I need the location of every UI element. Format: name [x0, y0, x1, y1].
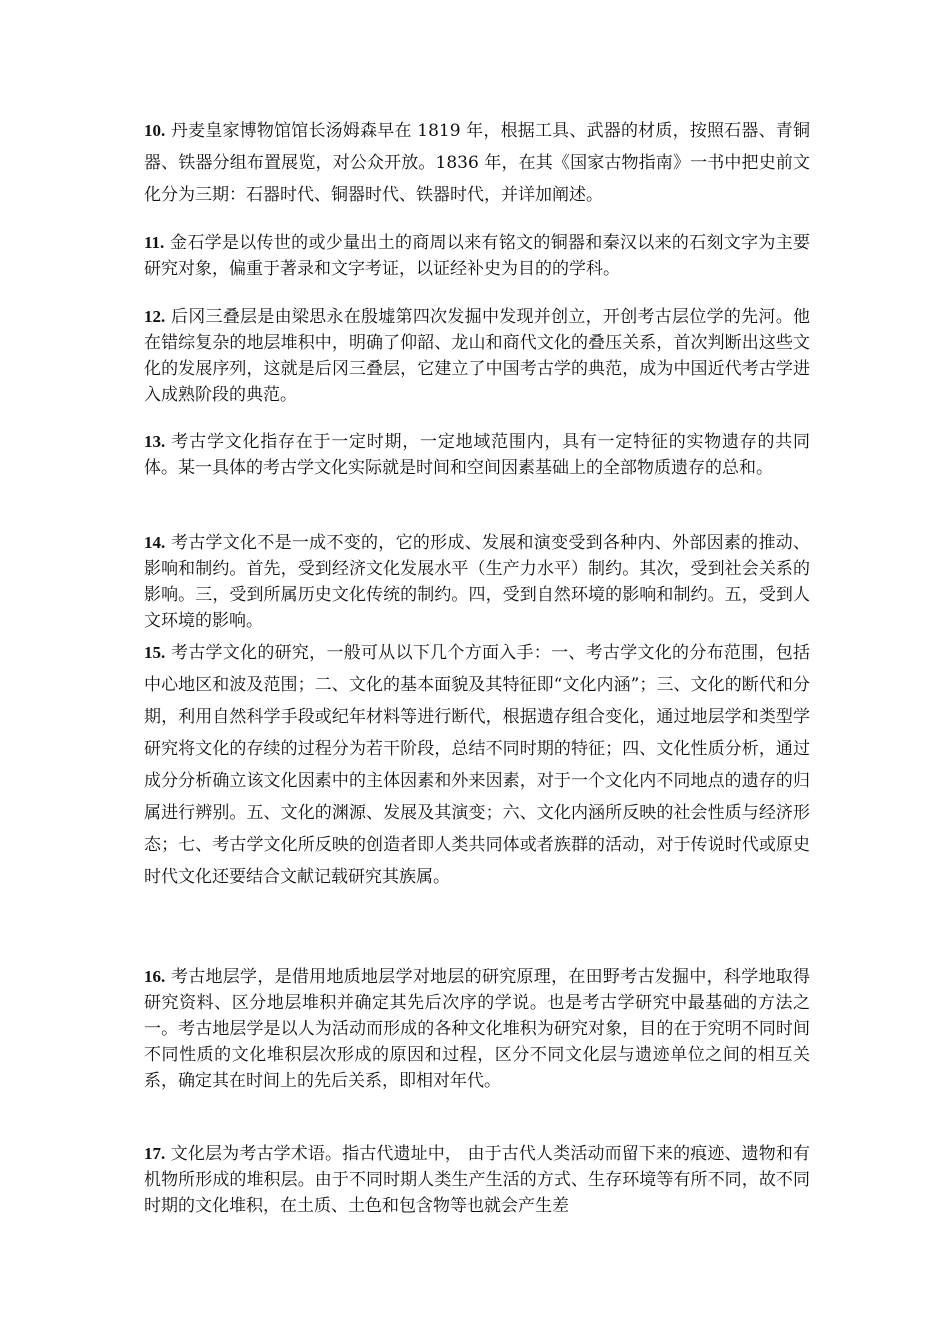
paragraph-text: 金石学是以传世的或少量出土的商周以来有铭文的铜器和秦汉以来的石刻文字为主要研究对象，偏重于著录和文字考证，以证经补史为目的的学科。	[144, 233, 811, 279]
paragraph-text: 考古学文化的研究，一般可从以下几个方面入手：一、考古学文化的分布范围，包括中心地区和波及范围；二、文化的基本面貌及其特征即“文化内涵”；三、文化的断代和分期，利用自然科学手段或纪年材料等进行断代，根据遗存组合变化，通过地层学和类型学研究将文化的存续的过程分为若干阶段，总结不同时期的特征；四、文化性质分析，通过成分分析确立该文化因素中的主体因素和外来因素，对于一个文化内不同地点的遗存的归属进行辨别。五、文化的渊源、发展及其演变；六、文化内涵所反映的社会性质与经济形态；七、考古学文化所反映的创造者即人类共同体或者族群的活动，对于传说时代或原史时代文化还要结合文献记载研究其族属。	[144, 643, 810, 887]
paragraph-number: 14.	[144, 533, 166, 552]
paragraph-17	[144, 1141, 810, 1219]
paragraph-number: 11.	[144, 233, 165, 252]
paragraph-12	[144, 304, 810, 408]
paragraph-text: 考古地层学，是借用地质地层学对地层的研究原理，在田野考古发掘中，科学地取得研究资料、区分地层堆积并确定其先后次序的学说。也是考古学研究中最基础的方法之一。考古地层学是以人为活动而形成的各种文化堆积为研究对象，目的在于究明不同时间不同性质的文化堆积层次形成的原因和过程，区分不同文化层与遗迹单位之间的相互关系，确定其在时间上的先后关系，即相对年代。	[144, 967, 810, 1091]
paragraph-number: 16.	[144, 967, 166, 986]
paragraph-number: 17.	[144, 1144, 166, 1163]
paragraph-15	[144, 637, 810, 893]
paragraph-number: 15.	[144, 643, 166, 662]
paragraph-10	[144, 115, 810, 211]
paragraph-14	[144, 530, 810, 634]
paragraph-16	[144, 964, 810, 1094]
paragraph-text: 丹麦皇家博物馆馆长汤姆森早在 1819 年，根据工具、武器的材质，按照石器、青铜器、铁器分组布置展览，对公众开放。1836 年，在其《国家古物指南》一书中把史前文化分为三期：石器时代、铜器时代、铁器时代，并详加阐述。	[144, 121, 810, 205]
paragraph-13	[144, 429, 810, 481]
paragraph-text: 文化层为考古学术语。指古代遗址中， 由于古代人类活动而留下来的痕迹、遗物和有机物所形成的堆积层。由于不同时期人类生产生活的方式、生存环境等有所不同，故不同时期的文化堆积，在土质、土色和包含物等也就会产生差	[144, 1144, 811, 1216]
paragraph-text: 后冈三叠层是由梁思永在殷墟第四次发掘中发现并创立，开创考古层位学的先河。他在错综复杂的地层堆积中，明确了仰韶、龙山和商代文化的叠压关系，首次判断出这些文化的发展序列，这就是后冈三叠层，它建立了中国考古学的典范，成为中国近代考古学进入成熟阶段的典范。	[144, 307, 810, 405]
paragraph-number: 13.	[144, 432, 166, 451]
paragraph-number: 10.	[144, 121, 166, 140]
paragraph-number: 12.	[144, 307, 166, 326]
paragraph-text: 考古学文化指存在于一定时期，一定地域范围内，具有一定特征的实物遗存的共同体。某一具体的考古学文化实际就是时间和空间因素基础上的全部物质遗存的总和。	[144, 432, 811, 478]
paragraph-11	[144, 230, 810, 282]
paragraph-text: 考古学文化不是一成不变的，它的形成、发展和演变受到各种内、外部因素的推动、影响和制约。首先，受到经济文化发展水平（生产力水平）制约。其次，受到社会关系的影响。三，受到所属历史文化传统的制约。四，受到自然环境的影响和制约。五，受到人文环境的影响。	[144, 533, 810, 631]
